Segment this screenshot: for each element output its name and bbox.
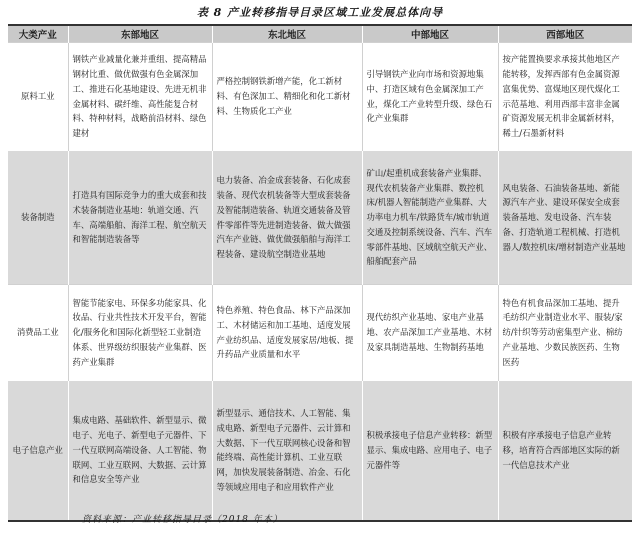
header-category: 大类产业	[8, 25, 68, 43]
cell-east: 钢铁产业减量化兼并重组、提高精品钢材比重、做优做强有色金属深加工、推进石化基地建设、先进无机非金属材料、碳纤维、高性能复合材料、特种材料，战略前沿材料、绿色建材	[68, 43, 212, 151]
table-row	[8, 43, 632, 151]
cell-central: 积极承接电子信息产业转移：新型显示、集成电路、应用电子、电子元器件等	[362, 381, 498, 521]
header-east: 东部地区	[68, 25, 212, 43]
table-row	[8, 381, 632, 521]
cell-west: 按产能置换要求承接其他地区产能转移，发挥西部有色金属资源富集优势、富煤地区现代煤化工示范基地、利用西部丰富非金属矿资源发展无机非金属新材料，稀土/石墨新材料	[498, 43, 632, 151]
source-note: 资料来源：产业转移指导目录（2018 年本）	[82, 515, 283, 525]
industry-table	[8, 24, 632, 522]
cell-central: 矿山/起重机成套装备产业集群、现代农机装备产业集群、数控机床/机器人智能制造产业集群、大功率电力机车/铁路货车/城市轨道交通及控制系统设备、汽车、汽车零部件基地、区域航空航天产业、船舶配套产品	[362, 151, 498, 285]
header-northeast: 东北地区	[212, 25, 362, 43]
cell-northeast: 新型显示、通信技术、人工智能、集成电路、新型电子元器件、云计算和大数据、下一代互联网核心设备和智能终端、高性能计算机、工业互联网，加快发展装备制造、冶金、石化等领域应用电子和应用软件产业	[212, 381, 362, 521]
cell-west: 风电装备、石油装备基地、新能源汽车产业、建设环保安全成套装备基地、发电设备、汽车装备、打造轨道工程机械、打造机器人/数控机床/增材制造产业基地	[498, 151, 632, 285]
table-row	[8, 151, 632, 285]
row-category: 电子信息产业	[8, 381, 68, 521]
table-caption: 表 8 产业转移指导目录区域工业发展总体向导	[196, 6, 444, 19]
cell-central: 现代纺织产业基地、家电产业基地、农产品深加工产业基地、木材及家具制造基地、生物制药基地	[362, 285, 498, 381]
cell-northeast: 电力装备、冶金成套装备、石化成套装备、现代农机装备等大型成套装备及智能制造装备、轨道交通装备及管件零部件等先进制造装备、做大做强汽车产业链、做优做强船舶与海洋工程装备、建设航空制造业基地	[212, 151, 362, 285]
row-category: 消费品工业	[8, 285, 68, 381]
table-row	[8, 285, 632, 381]
cell-central: 引导钢铁产业向市场和资源地集中、打造区域有色金属深加工产业，煤化工产业转型升级、绿色石化产业集群	[362, 43, 498, 151]
header-central: 中部地区	[362, 25, 498, 43]
row-category: 装备制造	[8, 151, 68, 285]
cell-northeast: 特色养殖、特色食品、林下产品深加工、木材储运和加工基地、适度发展产业纺织品、适度发展家居/地板、提升药品产业质量和水平	[212, 285, 362, 381]
cell-east: 打造具有国际竞争力的重大成套和技术装备制造业基地：轨道交通、汽车、高端船舶、海洋工程、航空航天和智能制造装备等	[68, 151, 212, 285]
cell-west: 积极有序承接电子信息产业转移，培育符合西部地区实际的新一代信息技术产业	[498, 381, 632, 521]
cell-west: 特色有机食品深加工基地、提升毛纺织产业制造业水平、服装/家纺/针织等劳动密集型产业、棉纺产业基地、少数民族医药、生物医药	[498, 285, 632, 381]
cell-northeast: 严格控制钢铁新增产能，化工新材料、有色深加工、精细化和化工新材料、生物质化工产业	[212, 43, 362, 151]
row-category: 原料工业	[8, 43, 68, 151]
cell-east: 智能节能家电、环保多功能家具、化妆品、行业共性技术开发平台，智能化/服务化和国际化新型轻工业制造体系、世界级纺织服装产业集群、医药产业集群	[68, 285, 212, 381]
cell-east: 集成电路、基础软件、新型显示、微电子、光电子、新型电子元器件、下一代互联网高端设备、人工智能、物联网、工业互联网、大数据、云计算和信息安全等产业	[68, 381, 212, 521]
header-west: 西部地区	[498, 25, 632, 43]
table-header-row	[8, 25, 632, 43]
